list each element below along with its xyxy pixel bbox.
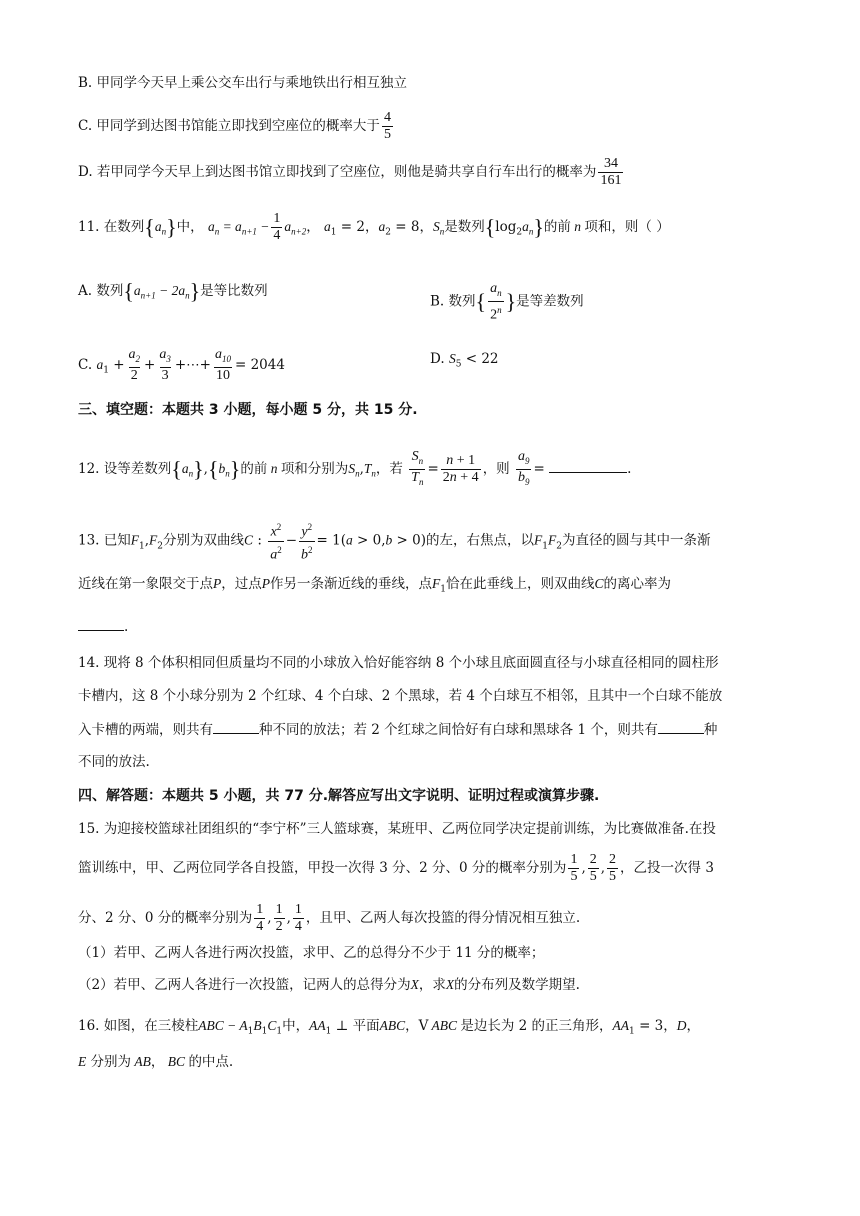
q13-line-2: 近线在第一象限交于点P，过点P作另一条渐近线的垂线，点$F_1$恰在此垂线上，则双曲线C的离心率为 — [78, 576, 671, 595]
q11-option-d: D. $S_5 < 22$ — [430, 351, 499, 370]
fraction: $\frac{34}{161}$ — [600, 156, 622, 188]
q14-line-3: 入卡槽的两端，则共有 种不同的放法；若 2 个红球之间恰好有白球和黑球各 1 个，则共有 种 — [78, 719, 717, 740]
q16-line-1: 16. 如图，在三棱柱ABC − $A_1B_1C_1$中，$AA_1$ ⊥ 平面ABC，V ABC 是边长为 2 的正三角形，$AA_1 = 3$，D， — [78, 1018, 701, 1037]
section-3-heading: 三、填空题：本题共 3 小题，每小题 5 分，共 15 分. — [78, 402, 418, 418]
q15-part-1: （1）若甲、乙两人各进行两次投篮，求甲、乙的总得分不少于 11 分的概率； — [78, 945, 545, 961]
q10-option-c: C. 甲同学到达图书馆能立即找到空座位的概率大于 $\frac{4}{5}$ — [78, 110, 391, 142]
q15-line-2: 篮训练中，甲、乙两位同学各自投篮，甲投一次得 3 分、2 分、0 分的概率分别为 $\frac{1}{5}$ , $\frac{2}{5}$ , $\frac{2}{5}$ ，乙投一次得 3 — [78, 852, 714, 884]
fraction: $\frac{4}{5}$ — [383, 110, 391, 142]
q10-option-b: B. 甲同学今天早上乘公交车出行与乘地铁出行相互独立 — [78, 75, 408, 91]
q14-line-1: 14. 现将 8 个体积相同但质量均不同的小球放入恰好能容纳 8 个小球且底面圆直径与小球直径相同的圆柱形 — [78, 655, 719, 671]
q14-line-4: 不同的放法. — [78, 754, 150, 770]
q15-line-3: 分、2 分、0 分的概率分别为 $\frac{1}{4}$ , $\frac{1}{2}$ , $\frac{1}{4}$ ，且甲、乙两人每次投篮的得分情况相互独立. — [78, 902, 581, 934]
q14-line-2: 卡槽内，这 8 个小球分别为 2 个红球、4 个白球、2 个黑球，若 4 个白球互不相邻，且其中一个白球不能放 — [78, 688, 723, 704]
q15-part-2: （2）若甲、乙两人各进行一次投篮，记两人的总得分为X，求X的分布列及数学期望. — [78, 977, 580, 993]
q13-line-1: 13. 已知$F_1,F_2$分别为双曲线C : $\frac{x^2}{a^2}$ − $\frac{y^2}{b^2}$ = 1(a > 0,b > 0)的左，右焦点，以$F_1F_2$为直径的圆与其中一条渐 — [78, 522, 711, 563]
section-4-heading: 四、解答题：本题共 5 小题，共 77 分.解答应写出文字说明、证明过程或演算步骤. — [78, 788, 600, 804]
q13-answer-blank: . — [78, 616, 128, 637]
q11-option-a: A. 数列$\{a_{n+1} - 2a_n\}$是等比数列 — [78, 278, 268, 304]
q11-stem: 11. 在数列$\{a_n\}$中， $a_n = a_{n+1}$ − $\frac{1}{4}$ $a_{n+2}$， $a_1 = 2$，$a_2 = 8$，$S_n$是数列$\{\log_2a_n\}$的前 n 项和，则（ ） — [78, 211, 670, 243]
q15-line-1: 15. 为迎接校篮球社团组织的“李宁杯”三人篮球赛，某班甲、乙两位同学决定提前训练，为比赛做准备.在投 — [78, 821, 716, 837]
q10-option-d: D. 若甲同学今天早上到达图书馆立即找到了空座位，则他是骑共享自行车出行的概率为 $\frac{34}{161}$ — [78, 156, 622, 188]
q12-stem: 12. 设等差数列$\{a_n\},\{b_n\}$的前 n 项和分别为$S_n,T_n$，若 $\frac{S_n}{T_n}$ = $\frac{n + 1}{2n + 4}$ ，则 $\frac{a_9}{b_9}$ = . — [78, 449, 631, 490]
q11-option-b: B. 数列{ $\frac{a_n}{2^n}$ }是等差数列 — [430, 281, 584, 323]
q11-option-c: C. $a_1$ + $\frac{a_2}{2}$ + $\frac{a_3}{3}$ +⋯+ $\frac{a_{10}}{10}$ = 2044 — [78, 347, 285, 383]
q16-line-2: E 分别为 AB， BC 的中点. — [78, 1054, 234, 1070]
